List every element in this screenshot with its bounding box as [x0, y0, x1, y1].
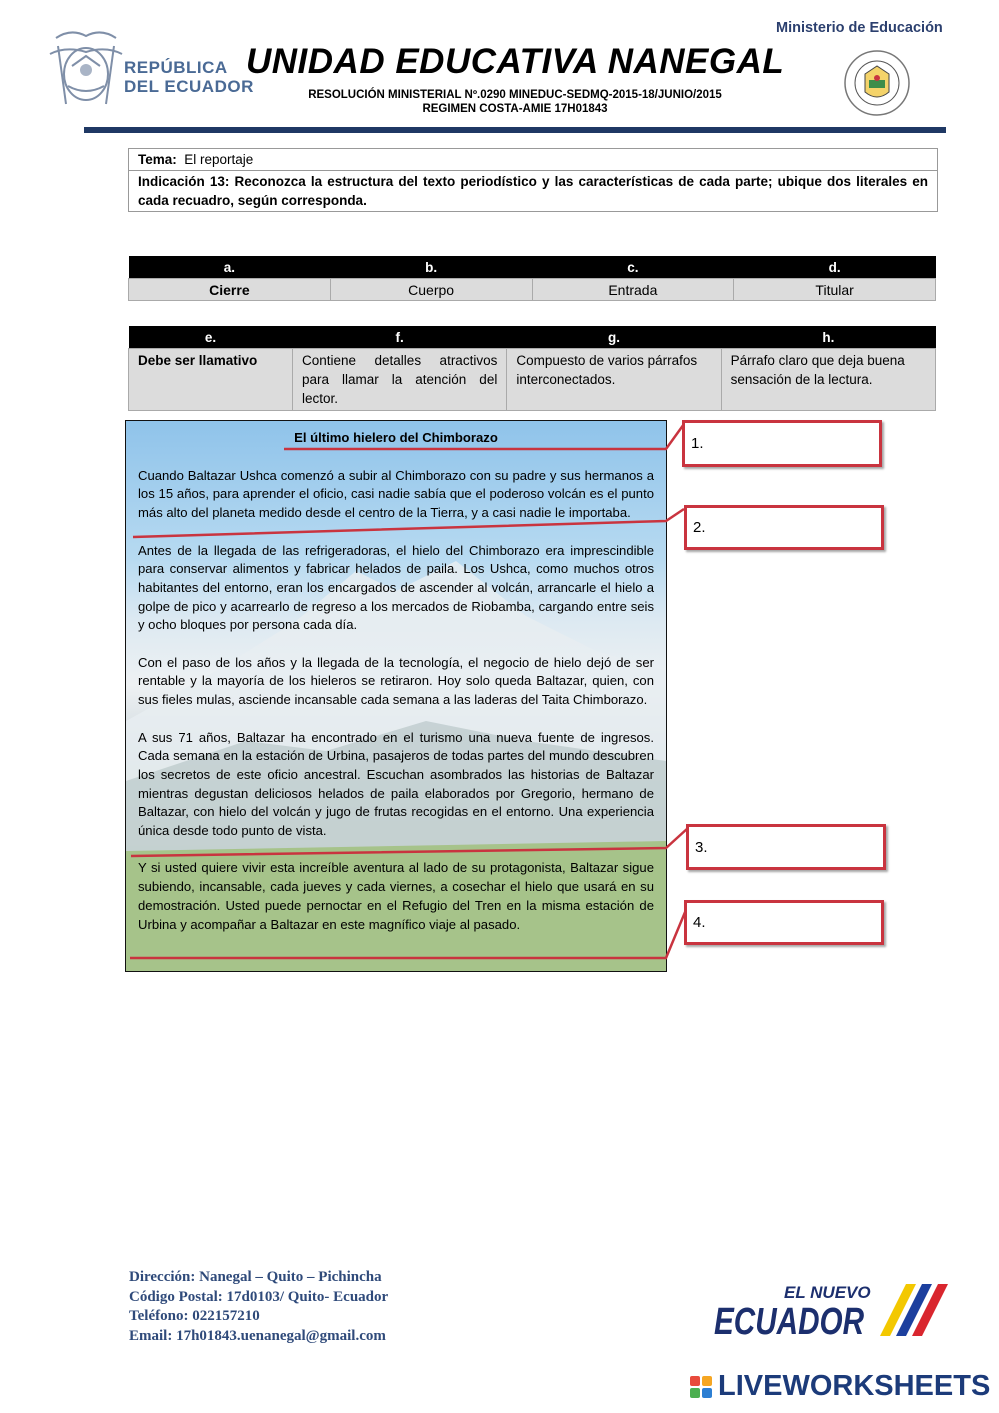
article-paragraph-1: Cuando Baltazar Ushca comenzó a subir al Chimborazo con su padre y sus hermanos a los 15 años, para aprender el oficio, casi nadie sabía que el poderoso volcán es el punto más alto del planeta medido desde el centro de la Tierra, y a casi nadie le importaba.: [138, 467, 654, 521]
el-nuevo-ecuador-logo: [712, 1280, 952, 1342]
tema-value: El reportaje: [184, 152, 254, 167]
republica-line2: DEL ECUADOR: [124, 77, 254, 96]
answer-box-2-label: 2.: [693, 519, 706, 536]
table1-letter-a: a.: [129, 256, 331, 279]
tema-label: Tema:: [138, 152, 177, 167]
ministry-label: Ministerio de Educación: [776, 20, 943, 36]
table1-letter-b: b.: [330, 256, 532, 279]
header-divider: [84, 127, 946, 133]
republica-label: [124, 58, 254, 96]
footer-contact: [129, 1268, 388, 1346]
article-paragraph-3: Con el paso de los años y la llegada de la tecnología, el negocio de hielo dejó de ser rentable y la mayoría de los hieleros se retiraron. Hoy solo queda Baltazar, quien, con sus fieles mulas, asciende incansable cada semana a las laderas del Taita Chimborazo.: [138, 654, 654, 708]
answer-box-3-label: 3.: [695, 838, 708, 856]
article-paragraph-5: Y si usted quiere vivir esta increíble aventura al lado de su protagonista, Baltazar sigue subiendo, incansable, cada jueves y cada viernes, a cosechar el hielo que usará en su demostración. Usted puede pernoctar en el Refugio del Tren en la misma estación de Urbina y acompañar a Baltazar en este magnífico viaje al pasado.: [138, 860, 654, 932]
flag-stripes-icon: [880, 1284, 948, 1336]
answer-box-1[interactable]: [682, 420, 882, 467]
school-name: UNIDAD EDUCATIVA NANEGAL: [246, 42, 785, 81]
table2-value-e: Debe ser llamativo: [129, 349, 293, 411]
table1-letter-d: d.: [734, 256, 936, 279]
resolution-text: [250, 88, 780, 116]
options-table-2: [128, 326, 936, 411]
table2-letter-e: e.: [129, 326, 293, 349]
table2-letter-g: g.: [507, 326, 721, 349]
liveworksheets-brand: [690, 1370, 990, 1403]
answer-box-1-label: 1.: [691, 435, 704, 452]
school-seal-icon: [842, 48, 912, 118]
table1-value-d: Titular: [734, 279, 936, 301]
footer-address: Dirección: Nanegal – Quito – Pichincha: [129, 1269, 382, 1285]
table2-value-f: Contiene detalles atractivos para llamar la atención del lector.: [293, 349, 507, 411]
footer-email: Email: 17h01843.uenanegal@gmail.com: [129, 1327, 386, 1344]
answer-box-2[interactable]: [684, 505, 884, 550]
answer-box-4-label: 4.: [693, 914, 706, 931]
table2-value-h: Párrafo claro que deja buena sensación de la lectura.: [721, 349, 935, 411]
footer-phone: Teléfono: 022157210: [129, 1308, 260, 1324]
logo-top-text: EL NUEVO: [784, 1283, 871, 1302]
coat-of-arms-icon: [46, 26, 126, 108]
footer-postal: Código Postal: 17d0103/ Quito- Ecuador: [129, 1288, 389, 1305]
liveworksheets-icon: [690, 1376, 712, 1398]
table2-letter-f: f.: [293, 326, 507, 349]
tema-box: [128, 148, 938, 212]
instruction-text: Indicación 13: Reconozca la estructura del texto periodístico y las características de cada parte; ubique dos literales en cada recuadro, según corresponda.: [129, 170, 937, 211]
options-table-1: [128, 256, 936, 301]
article-paragraph-2: Antes de la llegada de las refrigeradoras, el hielo del Chimborazo era imprescindible para conservar alimentos y fabricar helados de paila. Los Ushca, como muchos otros habitantes del entorno, eran los encargados de ascender al volcán, arrancarle el hielo a golpe de pico y acarrearlo de regreso a los mercados de Riobamba, cargando entre seis y ocho bloques por persona cada día.: [138, 542, 654, 633]
liveworksheets-text: LIVEWORKSHEETS: [718, 1370, 991, 1402]
answer-box-3[interactable]: [686, 824, 886, 870]
article-box: [125, 420, 667, 972]
table1-letter-c: c.: [532, 256, 734, 279]
republica-line1: REPÚBLICA: [124, 58, 228, 77]
table1-value-b: Cuerpo: [330, 279, 532, 301]
article-text: [138, 429, 654, 953]
table2-letter-h: h.: [721, 326, 935, 349]
tema-row: [129, 149, 937, 170]
article-paragraph-4: A sus 71 años, Baltazar ha encontrado en el turismo una nueva fuente de ingresos. Cada semana en la estación de Urbina, pasajeros de todas partes del mundo descubren los secretos de este oficio ancestral. Escuchan asombrados las historias de Baltazar mientras degustan deliciosos helados de paila elaborados por Gregorio, hermano de Baltazar, con hielo del volcán y jugo de frutas recogidas en el entorno. Una experiencia única desde todo punto de vista.: [138, 729, 654, 839]
resolution-line2: REGIMEN COSTA-AMIE 17H01843: [422, 103, 608, 115]
table1-value-c: Entrada: [532, 279, 734, 301]
article-title: El último hielero del Chimborazo: [294, 430, 498, 445]
answer-box-4[interactable]: [684, 900, 884, 945]
logo-main-text: ECUADOR: [714, 1301, 865, 1342]
table2-value-g: Compuesto de varios párrafos interconectados.: [507, 349, 721, 411]
table1-value-a: Cierre: [129, 279, 331, 301]
resolution-line1: RESOLUCIÓN MINISTERIAL Nº.0290 MINEDUC-SEDMQ-2015-18/JUNIO/2015: [308, 89, 722, 101]
